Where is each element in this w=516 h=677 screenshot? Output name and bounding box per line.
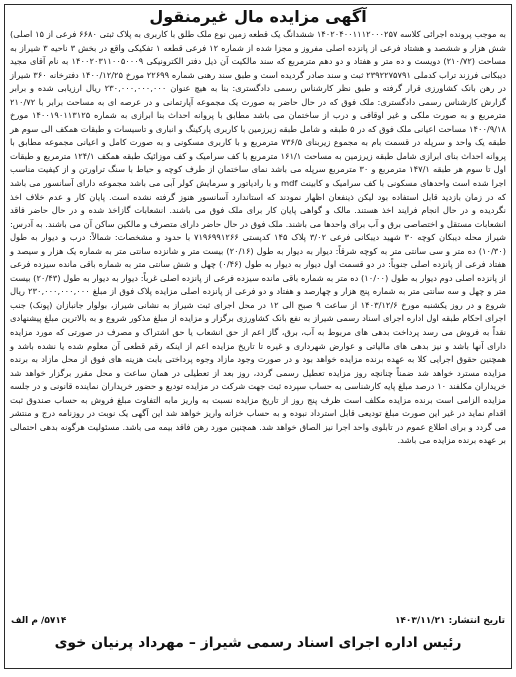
- notice-meta-row: [11, 614, 505, 628]
- notice-title: آگهی مزایده مال غیرمنقول: [149, 7, 367, 26]
- signature-line: رئیس اداره اجرای اسناد رسمی شیراز – مهرداد پرنیان خوی: [54, 635, 462, 651]
- notice-body: به موجب پرونده اجرائی کلاسه ۱۴۰۲۰۴۰۰۱۱۱۲۰۰۰۲۵۷ ششدانگ یک قطعه زمین نوع ملک طلق با کاربری به پلاک ثبتی ۶۶۸۰ فرعی از ۱۵ اصلی) شش هزار و ششصد و هشتاد فرعی از پانزده اصلی مفروز و مجزا شده از شماره ۱۲ فرعی قطعه ۱ تفکیکی واقع در بخش ۳ ناحیه ۳ شیراز به مساحت (۲۱۰/۷۲) دویست و ده متر و هفتاد و دو دهم مترمربع که سند مالکیت آن ذیل دفتر الکترونیکی ۱۴۰۰۲۰۳۱۱۰۰۵۰۰۰۹ به نام آقای مجید دیبکانی فرزند تراب کدملی ۲۳۹۲۲۷۵۷۹۱ ثبت و سند صادر گردیده است و طبق سند رهنی شماره ۲۲۶۹۹ مورخ ۱۴۰۰/۱۲/۲۵ دفترخانه ۳۶۰ شیراز در رهن بانک کشاورزی قرار گرفته و طبق نظر کارشناس رسمی دادگستری: بنا به هیچ عنوان ۲۳۰,۰۰۰,۰۰۰,۰۰۰ ریال ارزیابی شده و برابر گزارش کارشناس رسمی دادگستری: ملک فوق که در حال حاضر به صورت یک مجموعه آپارتمانی و در عرصه ای به مساحت برابر با ۲۱۰/۷۲ مترمربع و به صورت ملکی و غیر اوقافی و درب از ساختمان می باشد مطابق با پروانه احداث بنا ابرازی به شماره ۱۴۰۰۱۹۰۱۱۳۱۲۵ مورخ ۱۴۰۰/۹/۱۸ مساحت اعیانی ملک فوق که در ۵ طبقه و شامل طبقه زیرزمین با کاربری پارکینگ و انباری و تاسیسات و طبقات همکف الی سوم هر طبقه یک واحد و سرپله در قسمت بام به مجموع زیربنای ۷۳۶/۵ مترمربع و با کاربری مسکونی و به صورت کامل و اعیانی مجموعه مطابق با پروانه احداث بنای ابرازی شامل طبقه زیرزمین به مساحت ۱۶۱/۱ مترمربع با کف سرامیک و کف موزائیک طبقه همکف ۱۲۴/۱ مترمربع و طبقات اول تا سوم هر طبقه ۱۴۷/۱ مترمربع و ۳۰ مترمربع سرپله می باشد نمای ساختمان از طرف کوچه و حیاط با سنگ تراورتن و از کیفیت مناسب اجرا شده است واحدهای مسکونی با کف سرامیک و کابینت mdf و با رادیاتور و سرمایش کولر آبی می باشد مجموعه دارای آسانسور می باشد که در زمان بازدید قابل استفاده بود لیکن ذینفعان اظهار نمودند که استاندارد آسانسور هنوز گرفته نشده است. پایان کار و عدم خلاف اخذ نگردیده و در حال انجام فرایند اخذ هستند. مالک و گواهی پایان کار برای ملک فوق می باشند. انشعابات گازاخذ شده و در حال حاضر فاقد انشعابات مستقل و اختصاصی برق و آب برای واحدها می باشند. ملک فوق در حال حاضر دارای متصرف و مالکین ساکن آن می باشند. به آدرس: شیراز محله دیبکان کوچه ۳۰ شهید دیبکانی فرعی ۳/۰۲ پلاک ۱۴۵ کدپستی ۷۱۹۶۹۹۱۲۶۶ با حدود و مشخصات: شمالاً: درب و دیوار به طول (۱۰/۳۰) ده متر و سی سانتی متر به کوچه شرقاً: دیوار به دیوار به طول (۲۰/۱۶) بیست متر و شانزده سانتی متر به شماره یک هزار و سیصد و هفتاد فرعی از پانزده اصلی جنوباً: در دو قسمت اول دیوار به دیوار به طول (۰/۴۶) چهل و شش سانتی متر به شماره باقی مانده سیزده فرعی از پانزده اصلی دوم دیوار به طول (۱۰/۰۰) ده متر به شماره باقی مانده سیزده فرعی از پانزده اصلی غرباً: دیوار به دیوار به طول (۲۰/۴۳) بیست متر و چهل و سه سانتی متر به شماره پنج هزار و چهارصد و هفتاد و دو فرعی از پانزده اصلی مزایده پلاک فوق از مبلغ ۲۳۰,۰۰۰,۰۰۰,۰۰۰ ریال شروع و در روز یکشنبه مورخ ۱۴۰۳/۱۲/۶ از ساعت ۹ صبح الی ۱۲ در محل اجرای ثبت شیراز به نشانی شیراز، بولوار جانبازان (پونک) جنب اجرای احکام طبقه اول اداره اجرای اسناد رسمی شیراز به نفع بانک کشاورزی برگزار و مزایده از مبلغ مذکور شروع و به بالاترین مبلغ پیشنهادی نقداً به فروش می رسد پرداخت بدهی های مربوط به آب، برق، گاز اعم از حق انشعاب یا حق اشتراک و مصرف در صورتی که مورد مزایده دارای آنها باشد و نیز بدهی های مالیاتی و عوارض شهرداری و غیره تا تاریخ مزایده اعم از اینکه رقم قطعی آن معلوم شده یا نشده باشد و همچنین حقوق اجرایی کلا به عهده برنده مزایده خواهد بود و در صورت وجود مازاد وجوه پرداختی بابت هزینه های فوق از محل مازاد به برنده مزایده مسترد خواهد شد ضمناً چنانچه روز مزایده تعطیل رسمی گردد، روز بعد از تعطیلی در همان ساعت و محل مقرر برگزار خواهد شد خریداران مکلفند ۱۰ درصد مبلغ پایه کارشناسی به حساب سپرده ثبت جهت شرکت در مزایده تودیع و حضور خریداران نماینده قانونی و در جلسه مزایده الزامی است برنده مزایده مکلف است ظرف پنج روز از تاریخ مزایده نسبت به واریز مابه التفاوت مبلغ فروش به حساب صندوق ثبت اقدام نماید در غیر این صورت مبلغ تودیعی قابل استرداد نبوده و به حساب خزانه واریز خواهد شد این آگهی یک نوبت در روزنامه درج و منتشر می گردد و برای اطلاع عموم در تابلوی واحد اجرا نیز الصاق خواهد شد. همچنین مورد رهن فاقد بیمه می باشد. مسئولیت هرگونه بدهی احتمالی بر عهده برنده مزایده می باشد.: [10, 29, 507, 446]
- issue-date: تاریخ انتشار: ۱۴۰۳/۱۱/۲۱: [394, 616, 505, 626]
- notice-page: [4, 4, 512, 669]
- reference-number: ۵۷۱۴/ م الف: [11, 616, 67, 626]
